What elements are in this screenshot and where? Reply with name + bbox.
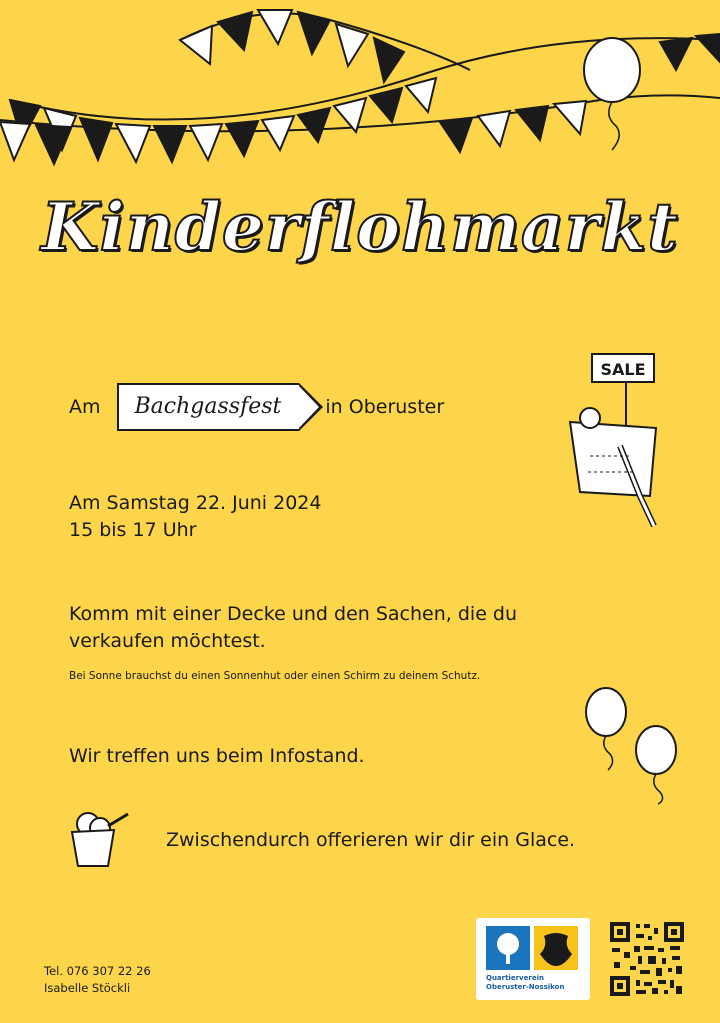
info-line-2: verkaufen möchtest. bbox=[69, 630, 266, 652]
contact-phone: Tel. 076 307 22 26 bbox=[44, 964, 151, 978]
contact-name: Isabelle Stöckli bbox=[44, 981, 131, 995]
bunting-garland bbox=[0, 0, 720, 190]
qr-code[interactable] bbox=[610, 922, 684, 996]
logo-line-2: Oberuster-Nossikon bbox=[486, 983, 565, 991]
date-block bbox=[69, 490, 321, 544]
balloons-illustration bbox=[580, 686, 680, 806]
sale-sign-text: SALE bbox=[600, 360, 646, 379]
coat-of-arms-icon bbox=[534, 926, 578, 970]
event-time: 15 bis 17 Uhr bbox=[69, 519, 197, 541]
event-sign bbox=[117, 383, 300, 431]
ice-cream-offer: Zwischendurch offerieren wir dir ein Glace. bbox=[166, 829, 576, 851]
association-logo bbox=[476, 918, 590, 1000]
logo-text bbox=[486, 974, 590, 992]
event-name: Bachgassfest bbox=[134, 394, 282, 419]
location-prefix: Am bbox=[69, 396, 101, 418]
location-line bbox=[69, 383, 444, 431]
meeting-point: Wir treffen uns beim Infostand. bbox=[69, 745, 365, 767]
ice-cream-illustration bbox=[64, 806, 134, 872]
info-note: Bei Sonne brauchst du einen Sonnenhut oder einen Schirm zu deinem Schutz. bbox=[69, 670, 481, 682]
logo-line-1: Quartierverein bbox=[486, 974, 544, 982]
info-line-1: Komm mit einer Decke und den Sachen, die du bbox=[69, 603, 518, 625]
contact-block bbox=[44, 963, 151, 997]
location-suffix: in Oberuster bbox=[325, 396, 445, 418]
event-date: Am Samstag 22. Juni 2024 bbox=[69, 492, 322, 514]
sale-box-illustration bbox=[560, 346, 670, 536]
page-title: Kinderflohmarkt bbox=[41, 188, 679, 266]
info-text bbox=[69, 601, 589, 655]
tree-icon bbox=[486, 926, 530, 970]
